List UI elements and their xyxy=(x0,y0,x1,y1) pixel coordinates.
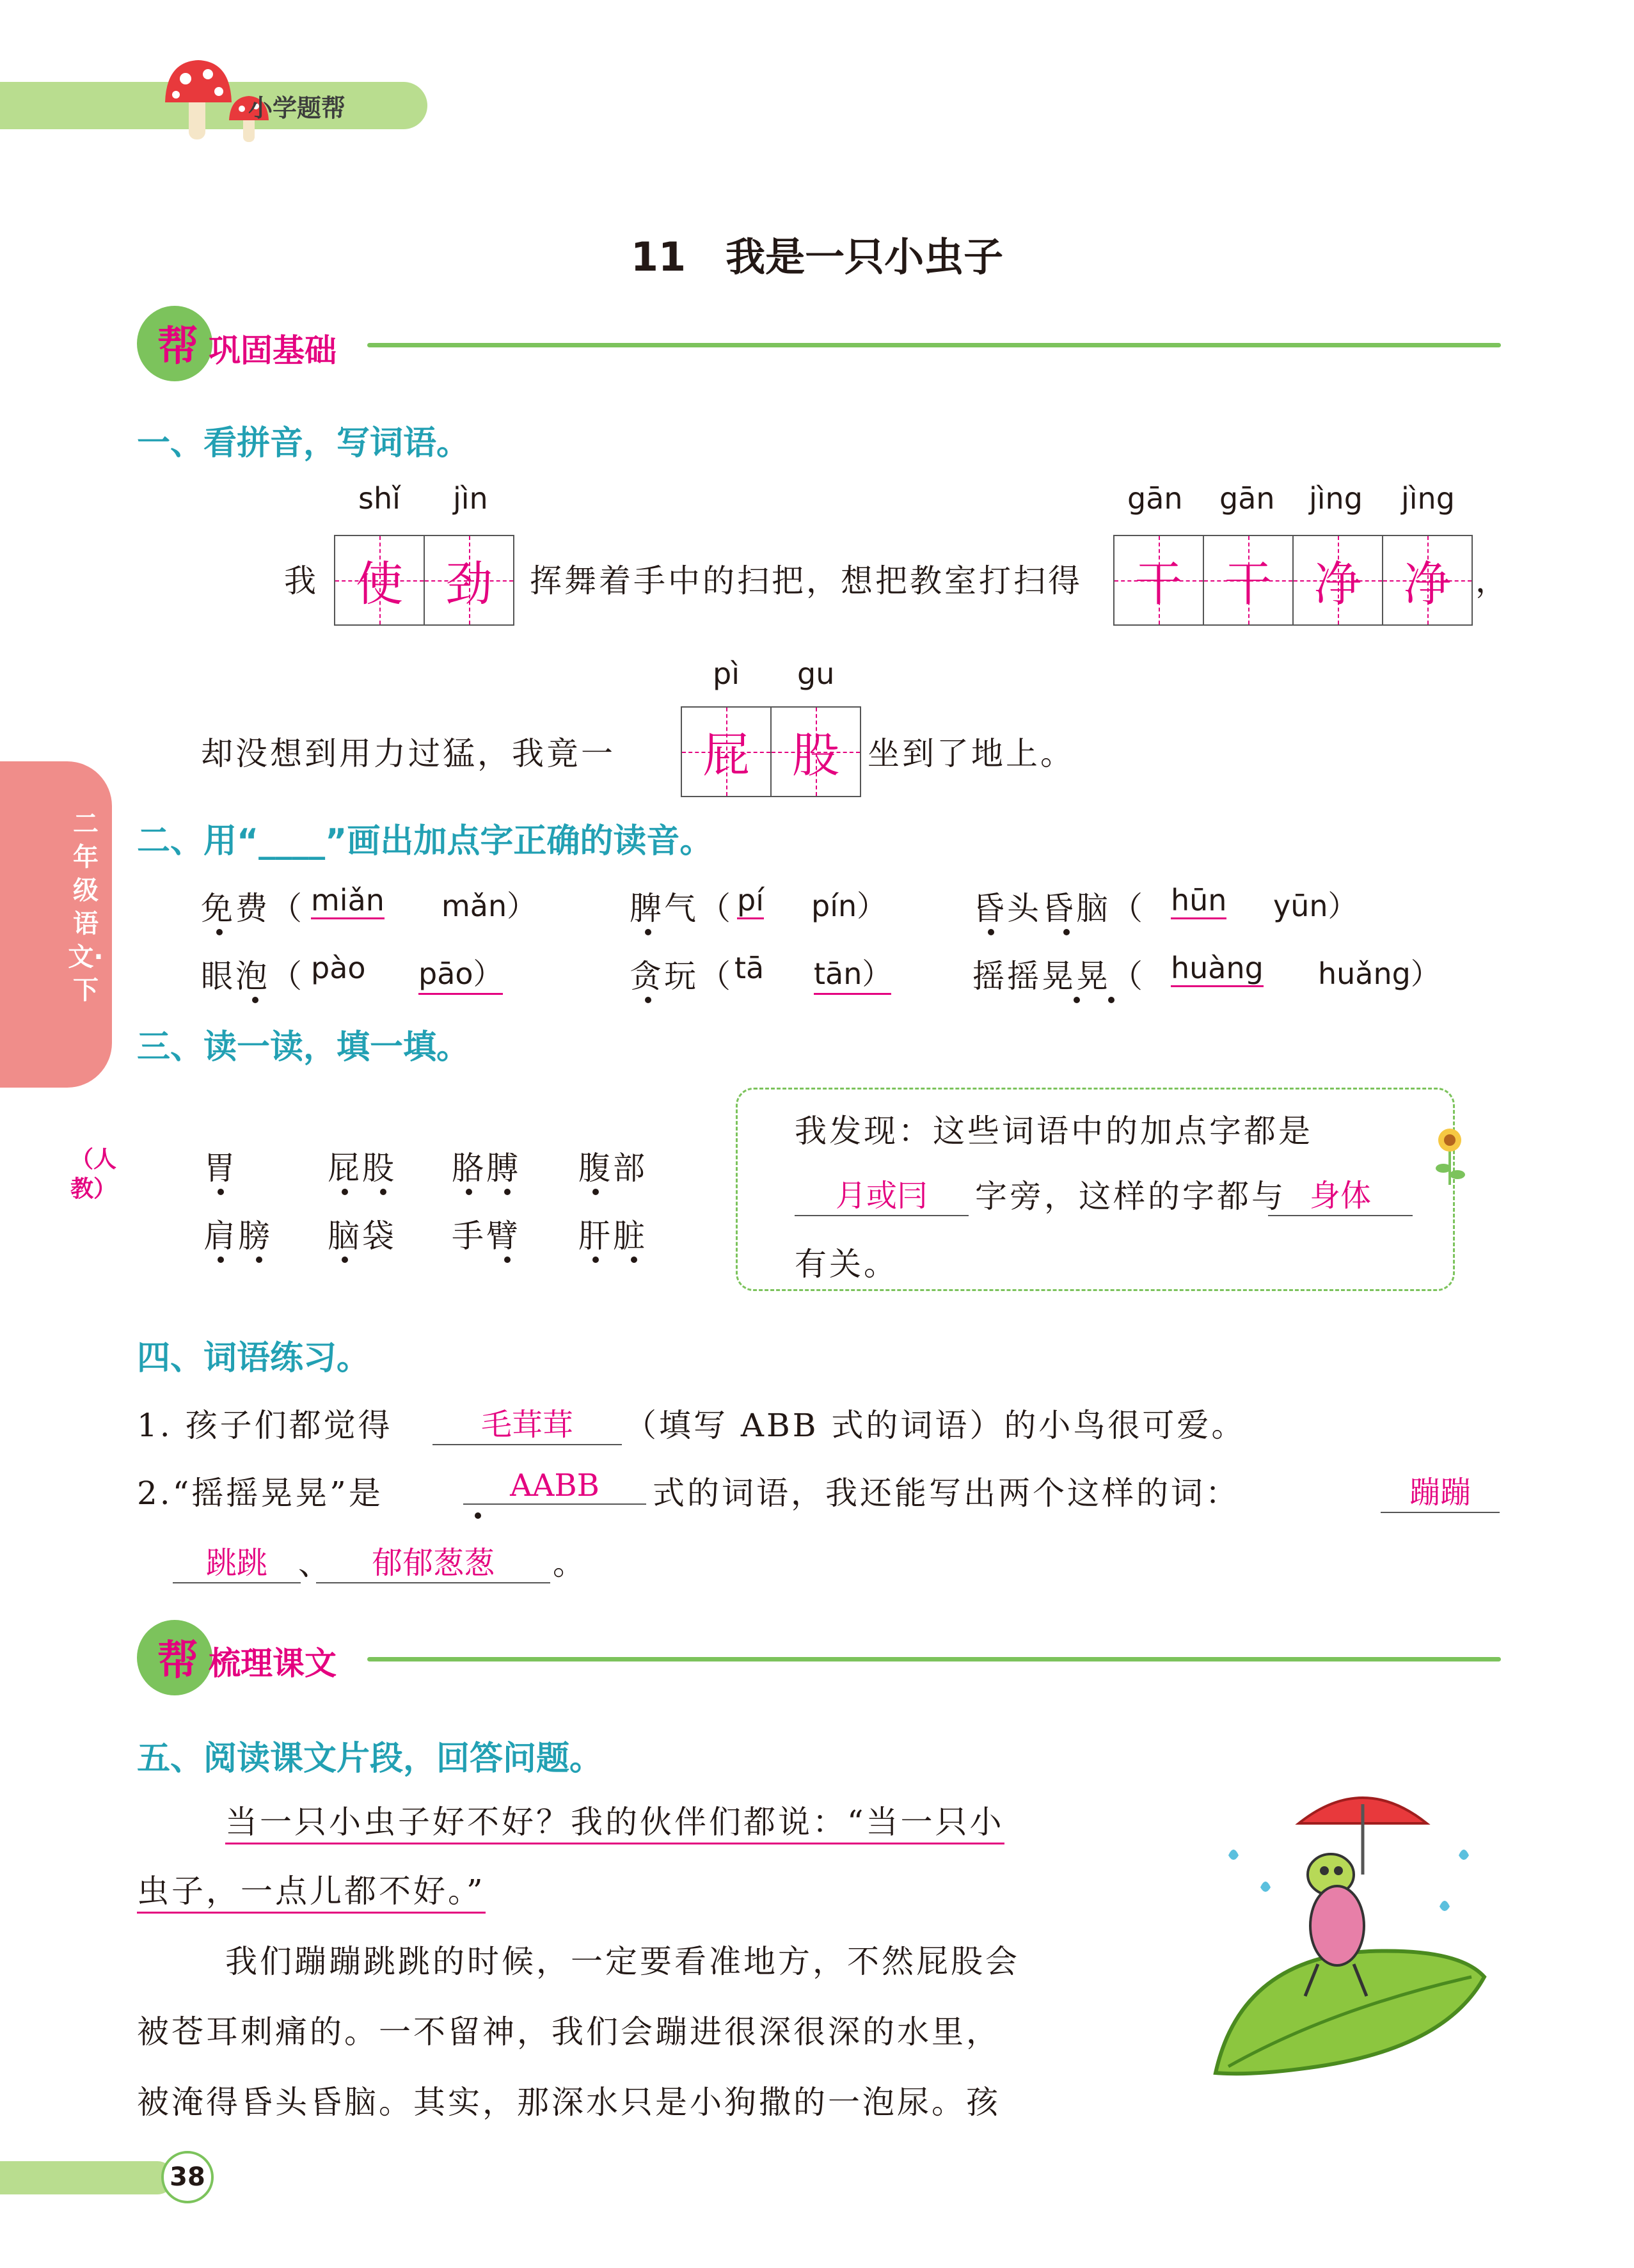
answer-cell: 干 xyxy=(1113,535,1204,626)
q4-line1-a: 1. 孩子们都觉得 xyxy=(137,1407,393,1444)
answer-abb: 毛茸茸 xyxy=(432,1400,622,1445)
emphasis-dot xyxy=(256,1257,262,1263)
reading-para2-line1: 我们蹦蹦跳跳的时候，一定要看准地方，不然屁股会 xyxy=(225,1943,1020,1980)
q2-option: tā xyxy=(734,951,765,985)
lesson-title: 11 我是一只小虫子 xyxy=(630,234,1004,280)
answer-cell: 使 xyxy=(334,535,425,626)
q3-word: 胃 xyxy=(203,1150,238,1187)
emphasis-dot xyxy=(645,997,651,1003)
section-badge-char: 帮 xyxy=(157,323,198,370)
discovery-text-3: 有关。 xyxy=(795,1246,898,1283)
q4-line2-a: 2.“摇摇晃晃”是 xyxy=(137,1475,383,1512)
q3-word: 脑袋 xyxy=(328,1217,397,1255)
answer-cell: 净 xyxy=(1382,535,1473,626)
q1-text-wo: 我 xyxy=(284,562,319,599)
q4-line2-b: 式的词语，我还能写出两个这样的词： xyxy=(653,1475,1240,1512)
emphasis-dot xyxy=(342,1189,348,1195)
emphasis-dot xyxy=(645,929,651,935)
q2-word: 免费（ xyxy=(201,890,305,927)
pinyin-shi: shǐ xyxy=(358,481,401,516)
q2-option-correct: huàng xyxy=(1171,951,1264,987)
q3-word: 手臂 xyxy=(452,1217,521,1255)
q3-word: 腹部 xyxy=(578,1150,647,1187)
q3-word: 胳膊 xyxy=(452,1150,521,1187)
q2-word: 摇摇晃晃（ xyxy=(972,958,1145,995)
q2-option-correct: miǎn xyxy=(311,883,385,919)
q3-heading: 三、读一读，填一填。 xyxy=(137,1028,470,1067)
q2-option-correct: pí xyxy=(737,883,764,919)
sunflower-icon xyxy=(1429,1123,1470,1187)
emphasis-dot xyxy=(218,1257,224,1263)
emphasis-dot xyxy=(475,1512,481,1519)
emphasis-dot xyxy=(592,1189,599,1195)
q2-heading: 二、用“____”画出加点字正确的读音。 xyxy=(137,822,713,860)
emphasis-dot xyxy=(380,1189,386,1195)
reading-para1-line1: 当一只小虫子好不好？我的伙伴们都说：“当一只小 xyxy=(225,1796,1004,1844)
pinyin-gan-1: gān xyxy=(1127,481,1183,516)
answer-aabb: AABB xyxy=(463,1468,646,1505)
emphasis-dot xyxy=(216,929,223,935)
pinyin-gu: gu xyxy=(797,656,835,691)
reading-para2-line2: 被苍耳刺痛的。一不留神，我们会蹦进很深很深的水里， xyxy=(137,2013,1001,2050)
q1-text-mid: 挥舞着手中的扫把，想把教室打扫得 xyxy=(530,562,1083,599)
section-badge-char: 帮 xyxy=(157,1637,198,1685)
emphasis-dot xyxy=(218,1189,224,1195)
side-grade-label: 二年级语文·下 xyxy=(68,809,104,1005)
emphasis-dot xyxy=(592,1257,599,1263)
emphasis-dot xyxy=(504,1257,511,1263)
q2-option-correct: pāo） xyxy=(418,951,503,995)
emphasis-dot xyxy=(988,929,994,935)
pinyin-pi: pì xyxy=(713,656,740,691)
discovery-text-2: 字旁，这样的字都与 xyxy=(975,1178,1286,1215)
answer-word-1b: 跳跳 xyxy=(173,1538,301,1583)
footer-band xyxy=(0,2161,174,2194)
answer-cell: 干 xyxy=(1203,535,1294,626)
answer-radical: 月或冃 xyxy=(795,1171,969,1216)
q4-heading: 四、词语练习。 xyxy=(137,1339,370,1377)
q4-end: 。 xyxy=(553,1545,587,1582)
answer-word-2: 郁郁葱葱 xyxy=(316,1538,550,1583)
answer-cell: 屁 xyxy=(681,706,772,797)
emphasis-dot xyxy=(504,1189,511,1195)
q2-word: 昏头昏脑（ xyxy=(972,890,1145,927)
q2-word: 脾气（ xyxy=(630,890,733,927)
answer-word-1a: 蹦蹦 xyxy=(1381,1468,1500,1513)
q1-text-line2b: 坐到了地上。 xyxy=(868,735,1075,772)
q2-option: pào xyxy=(311,951,366,985)
q1-text-line2a: 却没想到用力过猛，我竟一 xyxy=(201,735,615,772)
emphasis-dot xyxy=(1063,929,1070,935)
emphasis-dot xyxy=(1108,997,1114,1003)
q2-option-correct: hūn xyxy=(1171,883,1226,919)
section-title-review: 梳理课文 xyxy=(209,1645,337,1682)
q2-word: 贪玩（ xyxy=(630,958,733,995)
q2-option: huǎng） xyxy=(1318,956,1440,991)
answer-cell: 劲 xyxy=(424,535,514,626)
section-title-consolidate: 巩固基础 xyxy=(209,332,337,369)
pinyin-jing-1: jìng xyxy=(1309,481,1363,516)
bug-with-umbrella-illustration xyxy=(1203,1779,1497,2098)
q4-sep: 、 xyxy=(298,1545,333,1582)
pinyin-gan-2: gān xyxy=(1219,481,1275,516)
q1-text-comma: ， xyxy=(1475,562,1510,599)
section-divider xyxy=(367,1657,1501,1661)
q2-option: yūn） xyxy=(1273,889,1358,923)
section-divider xyxy=(367,343,1501,347)
q3-word: 肝脏 xyxy=(578,1217,647,1255)
q3-word: 屁股 xyxy=(328,1150,397,1187)
q2-option: pín） xyxy=(811,889,887,923)
side-edition-label: （人教） xyxy=(70,1146,117,1202)
brand-name: 小学题帮 xyxy=(248,94,346,122)
q3-word: 肩膀 xyxy=(203,1217,273,1255)
q1-heading: 一、看拼音，写词语。 xyxy=(137,424,470,463)
q4-line1-b: （填写 ABB 式的词语）的小鸟很可爱。 xyxy=(624,1407,1246,1444)
q2-word: 眼泡（ xyxy=(201,958,305,995)
reading-para2-line3: 被淹得昏头昏脑。其实，那深水只是小狗撒的一泡尿。孩 xyxy=(137,2084,1001,2121)
emphasis-dot xyxy=(342,1257,348,1263)
answer-cell: 净 xyxy=(1292,535,1383,626)
discovery-text-1: 我发现：这些词语中的加点字都是 xyxy=(795,1113,1313,1150)
q5-heading: 五、阅读课文片段，回答问题。 xyxy=(137,1740,603,1778)
emphasis-dot xyxy=(1074,997,1080,1003)
reading-para1-line2: 虫子，一点儿都不好。” xyxy=(137,1866,486,1914)
answer-cell: 股 xyxy=(770,706,861,797)
q2-option: mǎn） xyxy=(441,889,537,923)
q2-option-correct: tān） xyxy=(814,951,891,995)
pinyin-jing-2: jìng xyxy=(1401,481,1455,516)
emphasis-dot xyxy=(252,997,258,1003)
page-number: 38 xyxy=(161,2151,214,2203)
answer-body: 身体 xyxy=(1268,1171,1413,1216)
pinyin-jin: jìn xyxy=(453,481,488,516)
emphasis-dot xyxy=(466,1189,472,1195)
emphasis-dot xyxy=(631,1257,637,1263)
